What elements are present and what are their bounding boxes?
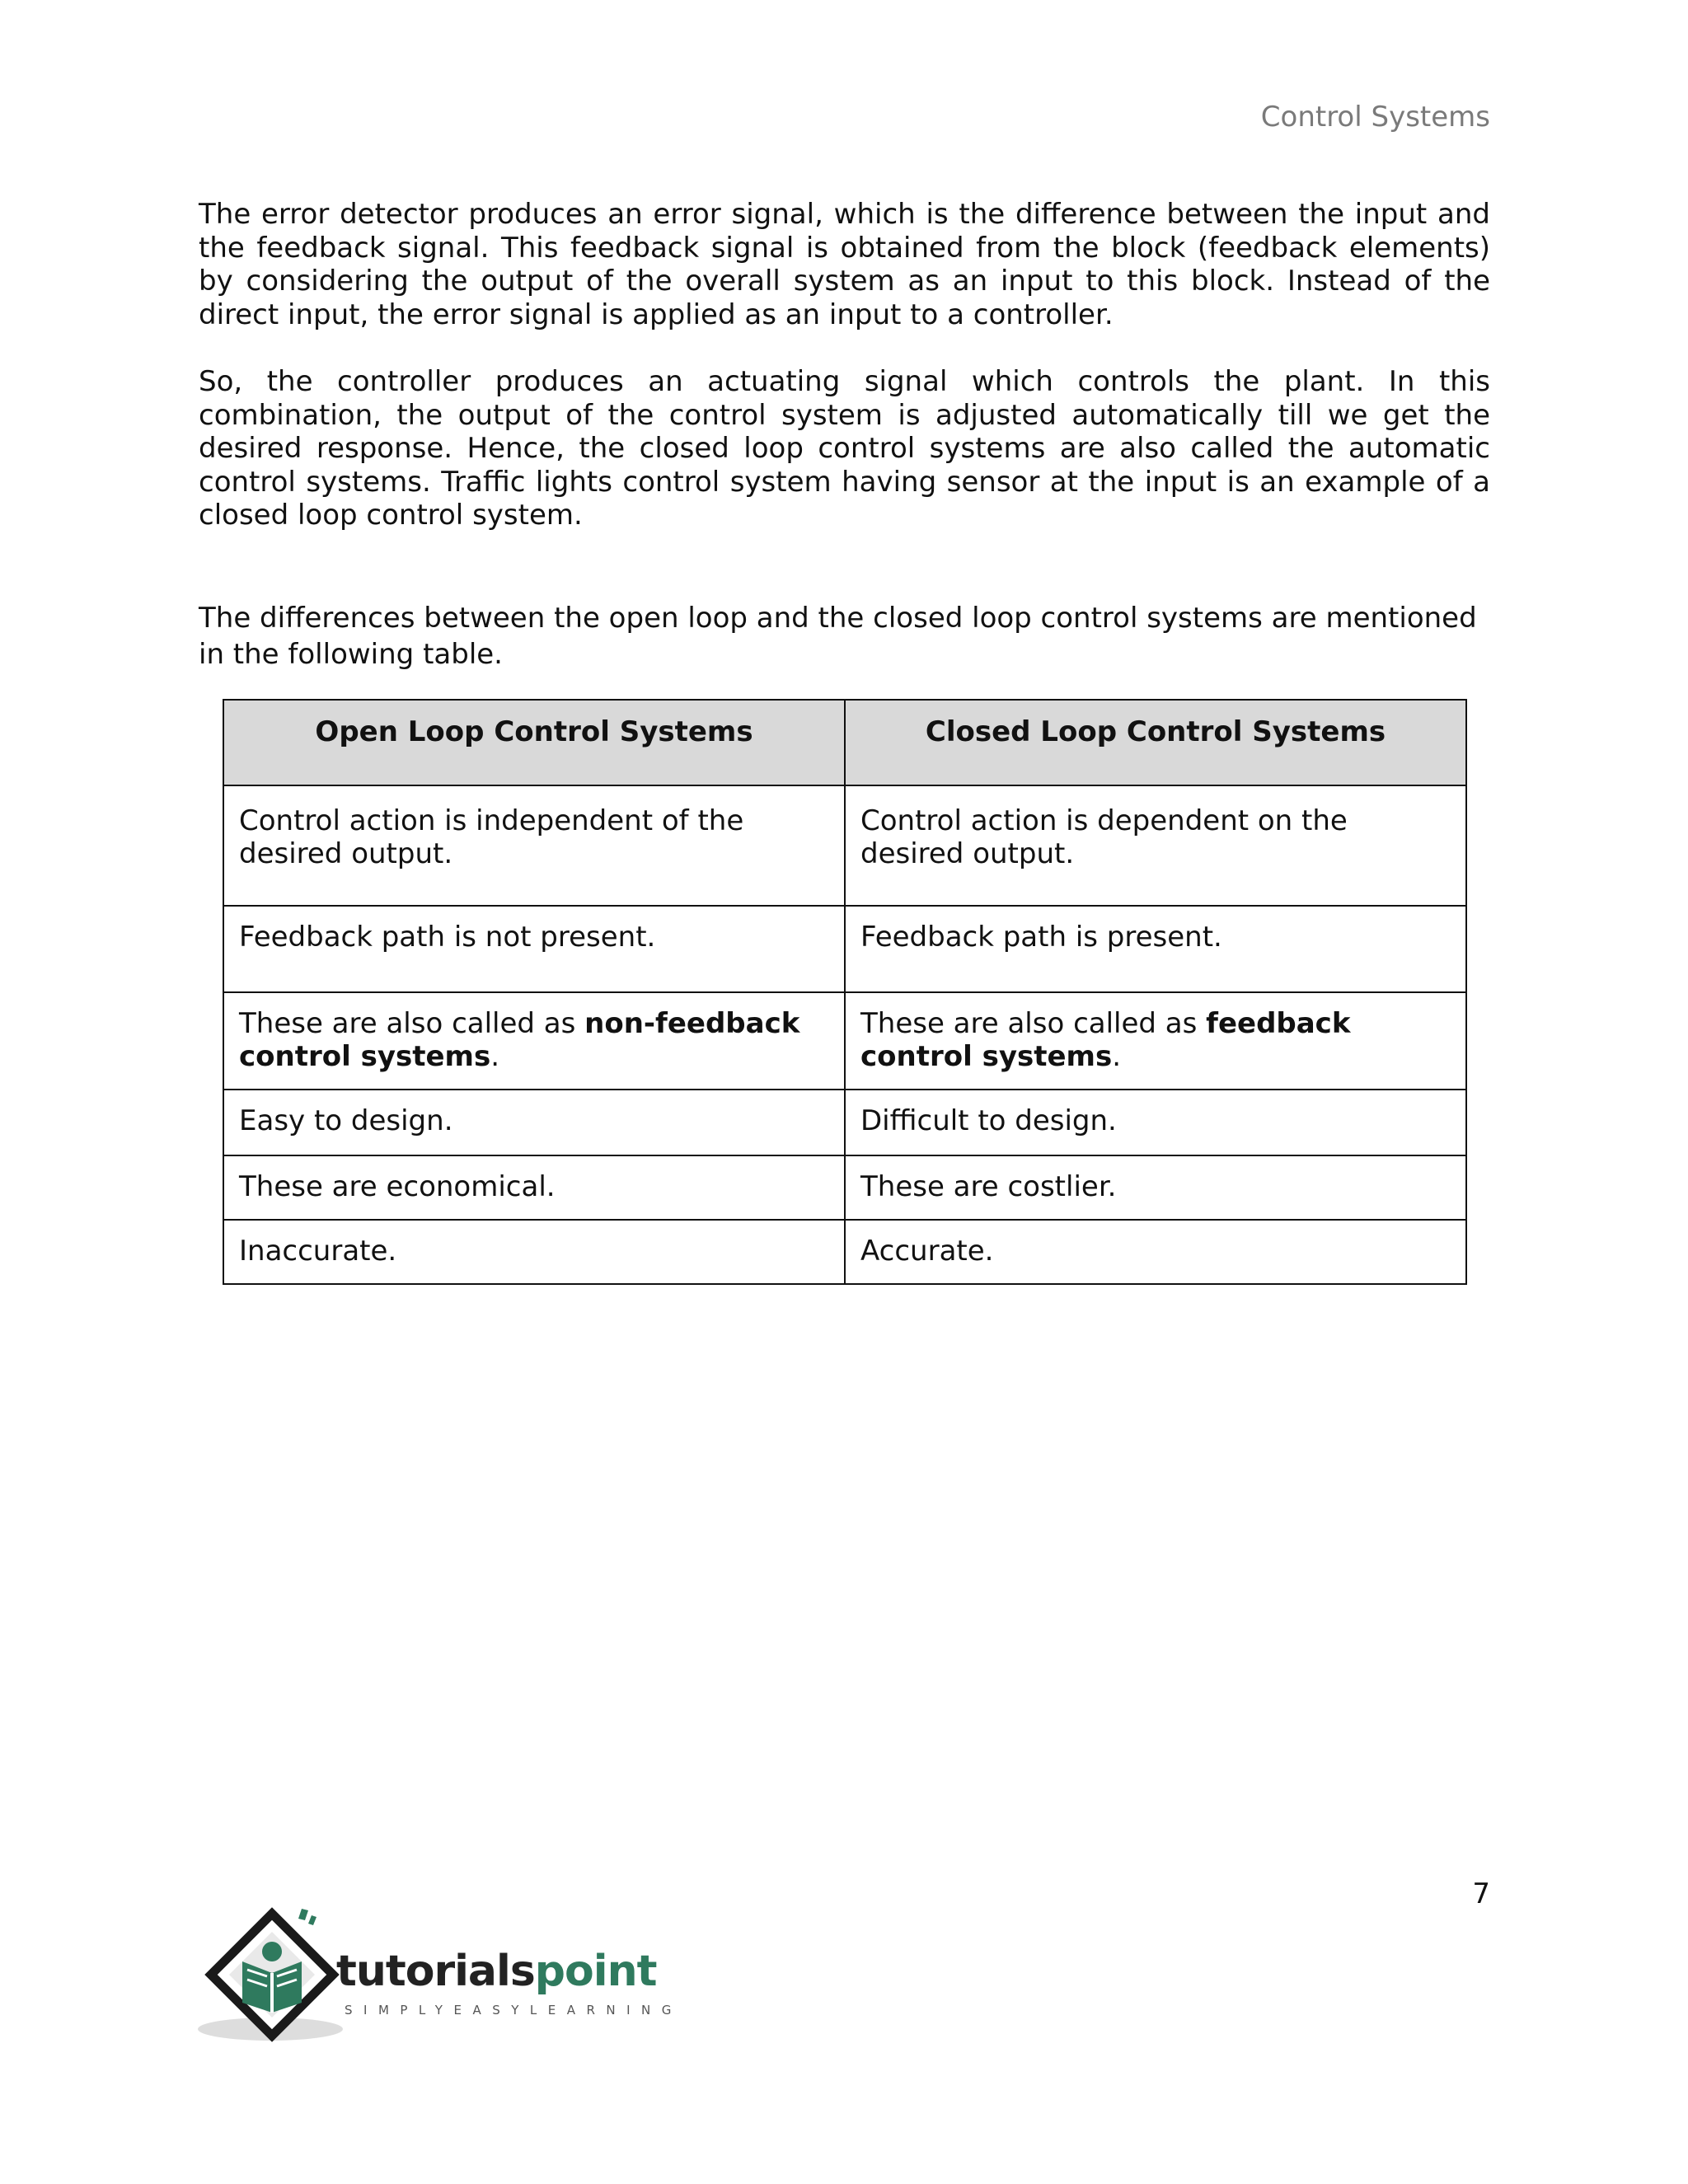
table-row — [223, 906, 1466, 992]
cell-bold-term: non-feedback control systems — [239, 1007, 800, 1073]
cell-text: . — [1112, 1040, 1122, 1073]
running-header-title: Control Systems — [1260, 101, 1490, 134]
table-header-row — [223, 700, 1466, 785]
table-cell: Control action is dependent on the desired output. — [845, 785, 1466, 906]
paragraph-controller: So, the controller produces an actuating signal which controls the plant. In this combination, the output of the control system is adjusted automatically till we get the desired response. Hence, the closed loop control systems are also called the automatic control systems. Traffic lights control system having sensor at the input is an example of a closed loop control system. — [199, 365, 1490, 532]
table-cell: These are costlier. — [845, 1155, 1466, 1220]
tutorialspoint-logo — [196, 1904, 682, 2052]
table-cell — [223, 992, 845, 1090]
table-row — [223, 992, 1466, 1090]
table-row — [223, 1090, 1466, 1155]
comparison-table — [223, 699, 1467, 1285]
column-header-open-loop: Open Loop Control Systems — [223, 700, 845, 785]
page-number: 7 — [1472, 1877, 1490, 1910]
table-row — [223, 1155, 1466, 1220]
logo-word-main: tutorials — [336, 1947, 535, 1996]
table-cell: Inaccurate. — [223, 1220, 845, 1284]
column-header-closed-loop: Closed Loop Control Systems — [845, 700, 1466, 785]
table-cell: Control action is independent of the desired output. — [223, 785, 845, 906]
table-row — [223, 785, 1466, 906]
table-cell: Feedback path is present. — [845, 906, 1466, 992]
cell-bold-term: feedback control systems — [860, 1007, 1351, 1073]
logo-tagline: SIMPLYEASYLEARNING — [345, 2003, 682, 2018]
table-cell: Difficult to design. — [845, 1090, 1466, 1155]
table-cell — [845, 992, 1466, 1090]
tutorialspoint-book-icon — [196, 1904, 353, 2052]
paragraph-table-intro: The differences between the open loop and the closed loop control systems are mentioned in the following table. — [199, 602, 1477, 671]
cell-text: These are also called as — [860, 1007, 1207, 1040]
table-cell: Accurate. — [845, 1220, 1466, 1284]
table-cell: Easy to design. — [223, 1090, 845, 1155]
logo-word-accent: point — [534, 1947, 657, 1996]
cell-text: These are also called as — [239, 1007, 585, 1040]
paragraph-error-detector: The error detector produces an error signal, which is the difference between the input and the feedback signal. This feedback signal is obtained from the block (feedback elements) by considering the output of the overall system as an input to this block. Instead of the direct input, the error signal is applied as an input to a controller. — [199, 198, 1490, 331]
table-row — [223, 1220, 1466, 1284]
table-cell: These are economical. — [223, 1155, 845, 1220]
cell-text: . — [490, 1040, 500, 1073]
table-cell: Feedback path is not present. — [223, 906, 845, 992]
logo-wordmark — [336, 1947, 656, 1996]
